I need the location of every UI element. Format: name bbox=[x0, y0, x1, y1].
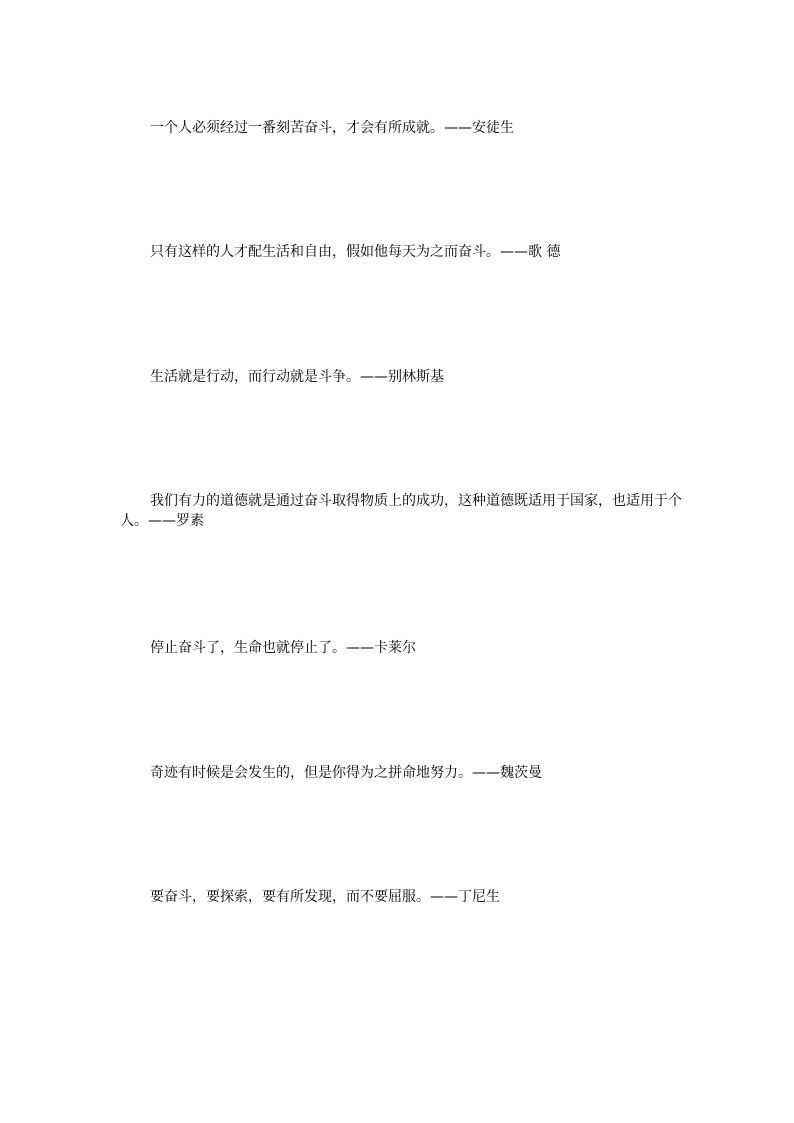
quote-paragraph: 停止奋斗了，生命也就停止了。——卡莱尔 bbox=[150, 640, 416, 656]
quote-paragraph: 奇迹有时候是会发生的，但是你得为之拼命地努力。——魏茨曼 bbox=[150, 765, 542, 781]
quote-paragraph: 只有这样的人才配生活和自由，假如他每天为之而奋斗。——歌 德 bbox=[150, 244, 561, 260]
quote-paragraph: 我们有力的道德就是通过奋斗取得物质上的成功，这种道德既适用于国家，也适用于个人。——罗素 bbox=[120, 493, 682, 529]
quote-paragraph: 要奋斗，要探索，要有所发现，而不要屈服。——丁尼生 bbox=[150, 889, 500, 905]
quote-paragraph: 生活就是行动，而行动就是斗争。——别林斯基 bbox=[150, 369, 444, 385]
quote-paragraph: 一个人必须经过一番刻苦奋斗，才会有所成就。——安徒生 bbox=[150, 120, 514, 136]
